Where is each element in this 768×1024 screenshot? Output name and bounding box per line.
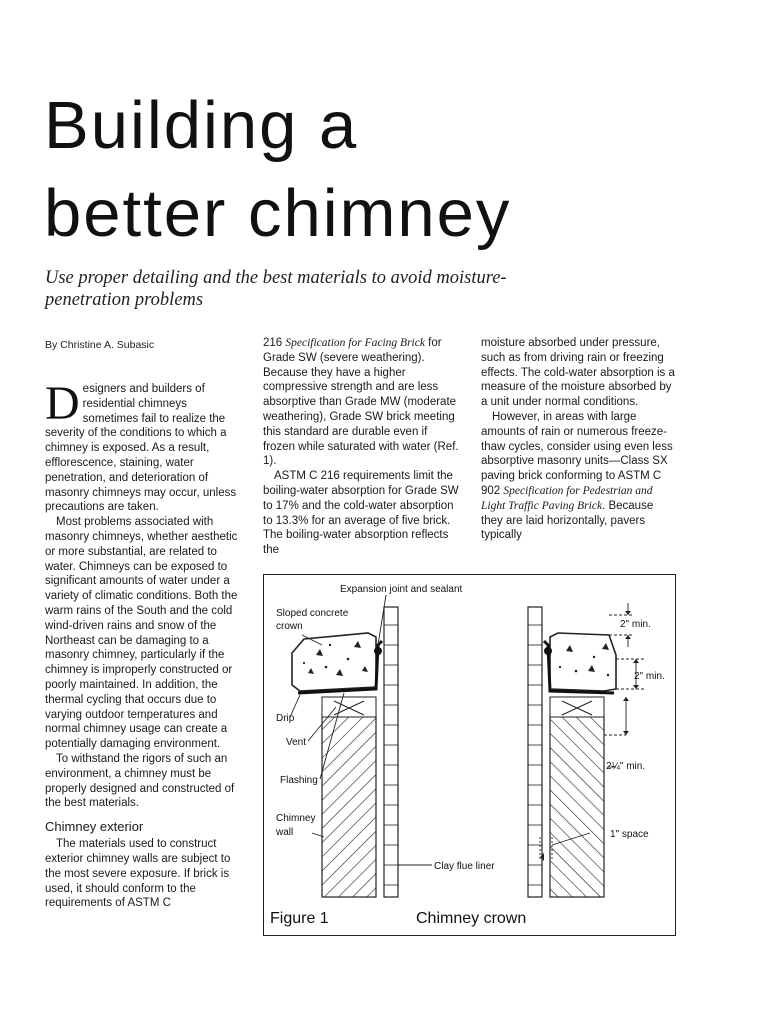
article-subtitle: Use proper detailing and the best materials to avoid moisture-penetration problems (45, 268, 507, 310)
text-column-2 (263, 336, 461, 558)
crown-label-line-1: Sloped concrete (276, 608, 349, 619)
byline: By Christine A. Subasic (45, 339, 155, 351)
figure-caption: Chimney crown (416, 910, 527, 927)
dimension-label-drip: 2¼" min. (606, 761, 646, 772)
chimney-wall-label-line-2: wall (276, 827, 294, 838)
standard-title: Specification for Facing Brick (285, 337, 425, 349)
right-concrete-crown (550, 633, 616, 691)
article-title (44, 82, 511, 258)
paragraph: To withstand the rigors of such an environment, a chimney must be properly designed and constructed of the best materials. (45, 752, 235, 810)
right-vent-course (550, 697, 604, 717)
drop-cap: D (45, 377, 80, 430)
section-heading: Chimney exterior (45, 819, 144, 835)
paragraph: Most problems associated with masonry chimneys, whether aesthetic or more substantial, are related to water. Chimneys can be exposed to significant amounts of water under a variety of climatic conditions. Both the warm rains of the South and the cold wind-driven rains and snow of the Northeast can be damaging to a masonry chimney, particularly if the chimney is improperly constructed or poorly maintained. In addition, the thermal cycling that occurs due to varying outdoor temperatures and normal chimney usage can create a potentially damaging environment. (45, 516, 238, 751)
paragraph: moisture absorbed under pressure, such as from driving rain or freezing effects. The cold-water absorption is a measure of the moisture absorbed by a unit under normal conditions. (481, 337, 675, 409)
paragraph: ASTM C 216 requirements limit the boiling-water absorption for Grade SW to 17% and the cold-water absorption to 13.3% for an average of five brick. The boiling-water absorption reflects the (263, 470, 459, 557)
chimney-wall-label-line-1: Chimney (276, 813, 316, 824)
crown-label-line-2: crown (276, 621, 303, 632)
right-sealant (544, 647, 552, 655)
standard-title: Specification for Pedestrian and Light Traffic Paving Brick (481, 484, 653, 512)
title-line-2: better chimney (44, 176, 512, 251)
paragraph-text: for Grade SW (severe weathering). Because they have a higher compressive strength and are less absorptive than Grade MW (moderate weathering), Grade SW brick meeting this standard are durable even if frozen while saturated with water (Ref. 1). (263, 337, 459, 468)
paragraph (263, 336, 461, 469)
paragraph: The materials used to construct exterior chimney walls are subject to the most severe exposure. If brick is used, it should conform to the requirements of ASTM C (45, 838, 231, 910)
paragraph-text: However, in areas with large amounts of rain or numerous freeze-thaw cycles, consider using even less absorptive masonry units—Class SX paving brick conforming to ASTM C 902 (481, 410, 673, 497)
dimension-label-crown-overhang: 2" min. (620, 619, 651, 630)
title-line-1: Building a (44, 88, 359, 163)
figure-number: Figure 1 (270, 910, 329, 927)
flue-liner-label: Clay flue liner (434, 861, 495, 872)
vent-label: Vent (286, 737, 307, 748)
figure-1 (263, 574, 676, 936)
flue-liner-courses (384, 625, 542, 885)
text-column-1 (45, 377, 240, 911)
space-label: 1" space (610, 829, 649, 840)
left-flue-liner (384, 607, 398, 897)
text-column-3 (481, 336, 677, 543)
left-concrete-crown (292, 633, 376, 691)
paragraph-text: esigners and builders of residential chimneys sometimes fail to realize the severity of the conditions to which a chimney is exposed. As a result, efflorescence, staining, water penetration, and deterioration of masonry chimneys may occur, unless precautions are taken. (45, 383, 237, 514)
flashing-label: Flashing (280, 775, 318, 786)
paragraph (481, 410, 677, 543)
paragraph-text: . Because they are laid horizontally, pavers typically (481, 499, 654, 542)
drip-label: Drip (276, 713, 295, 724)
chimney-crown-diagram (264, 575, 677, 937)
dimension-label-crown-thickness: 2" min. (634, 671, 665, 682)
left-sealant (374, 647, 382, 655)
expansion-joint-label: Expansion joint and sealant (340, 584, 463, 595)
right-chimney-wall (550, 715, 604, 897)
paragraph-text: 216 (263, 337, 283, 349)
paragraph (45, 377, 240, 515)
